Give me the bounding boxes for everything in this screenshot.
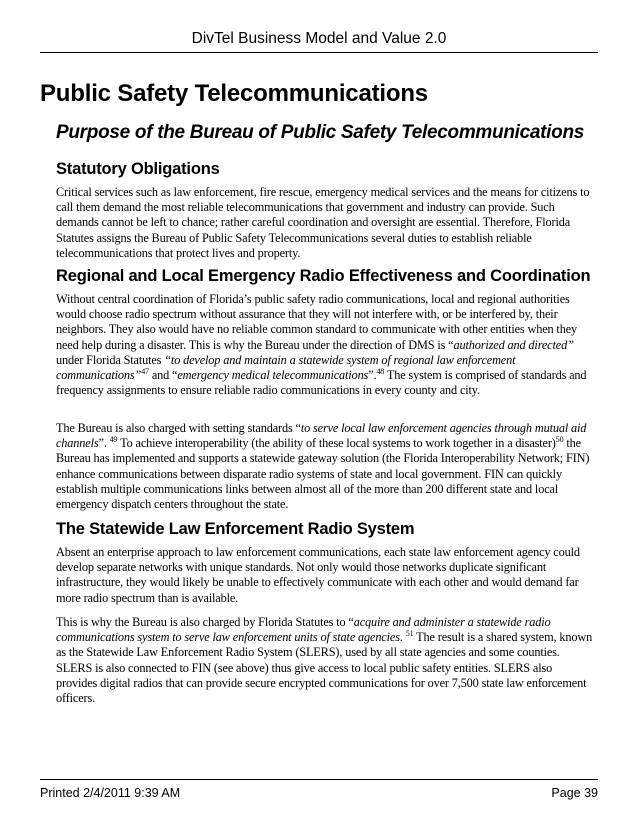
footnote-ref-48[interactable]: 48 bbox=[376, 367, 385, 377]
subsection-title: Purpose of the Bureau of Public Safety Telecommunications bbox=[56, 122, 585, 143]
footnote-ref-51[interactable]: 51 bbox=[405, 629, 414, 639]
quote-statewide-system: “to develop and maintain a statewide system of regional law enforcement communications” bbox=[56, 352, 516, 383]
heading-statutory-obligations: Statutory Obligations bbox=[56, 160, 220, 178]
printed-date: Printed 2/4/2011 9:39 AM bbox=[40, 786, 181, 800]
quote-emergency-medical: emergency medical telecommunications bbox=[177, 368, 369, 383]
footnote-ref-50[interactable]: 50 bbox=[555, 435, 564, 445]
page-number: Page 39 bbox=[551, 786, 598, 800]
quote-authorized: authorized and directed” bbox=[453, 337, 574, 352]
quote-acquire-administer: acquire and administer a statewide radio communications system to serve law enforcement units of state agencies bbox=[56, 615, 551, 645]
footnote-ref-49[interactable]: 49 bbox=[109, 435, 118, 445]
heading-slers: The Statewide Law Enforcement Radio System bbox=[56, 520, 415, 538]
paragraph-statutory: Critical services such as law enforcement, fire rescue, emergency medical services and the means for citizens to call them demand the most reliable telecommunications that government and industry can provide. Such demands cannot be left to chance; rather careful coordination and oversight are essential. Therefore, Florida Statutes assigns the Bureau of Public Safety Telecommunications several duties to establish reliable telecommunications that protect lives and property. bbox=[56, 185, 590, 260]
page-footer bbox=[40, 779, 598, 800]
quote-mutual-aid: to serve local law enforcement agencies through mutual aid channels bbox=[56, 421, 587, 451]
paragraph-slers-2: This is why the Bureau is also charged by Florida Statutes to “acquire and administer a statewide radio communications system to serve law enforcement units of state agencies. $^{51}$ The result is a shared system, known as the Statewide Law Enforcement Radio System (SLERS), used by all state agencies and some counties. SLERS is also connected to FIN (see above) thus give access to local public safety entities. SLERS also provides digital radios that can provide secure encrypted communications for over 7,500 state law enforcement officers. bbox=[56, 615, 593, 706]
page-header: DivTel Business Model and Value 2.0 bbox=[40, 30, 598, 53]
section-title: Public Safety Telecommunications bbox=[40, 80, 428, 107]
paragraph-slers-1: Absent an enterprise approach to law enforcement communications, each state law enforcement agency could develop separate networks with unique standards. Not only would those networks duplicate significant infrastructure, they would likely be unable to effectively communicate with each other and would demand far more radio spectrum than is available. bbox=[56, 545, 580, 605]
footnote-ref-47[interactable]: 47 bbox=[141, 367, 149, 377]
paragraph-regional-2: The Bureau is also charged with setting standards “to serve local law enforcement agencies through mutual aid channels”. $^{49}$ To achieve interoperability (the ability of these local systems to work together in a disaster)$^{50}$ the Bureau has implemented and supports a statewide gateway solution (the Florida Interoperability Network; FIN) enhance communications between disparate radio systems of state and local government. FIN can quickly establish multiple communications links between almost all of the more than 200 different state and local emergency dispatch centers throughout the state. bbox=[56, 421, 590, 512]
paragraph-regional-1: Without central coordination of Florida’s public safety radio communications, local and regional authorities would choose radio spectrum without assurance that they will not interfere with, or be interfered by, their neighbors. They also would have no reliable common standard to communicate with other entities when they need help during a disaster. This is why the Bureau under the direction of DMS is “authorized and directed” under Florida Statutes “to develop and maintain a statewide system of regional law enforcement communications”$^{47}$ and “emergency medical telecommunications”.$^{48}$ The system is comprised of standards and frequency assignments to ensure reliable radio communications in every county and city. bbox=[56, 292, 587, 398]
heading-regional-coordination: Regional and Local Emergency Radio Effectiveness and Coordination bbox=[56, 267, 591, 285]
